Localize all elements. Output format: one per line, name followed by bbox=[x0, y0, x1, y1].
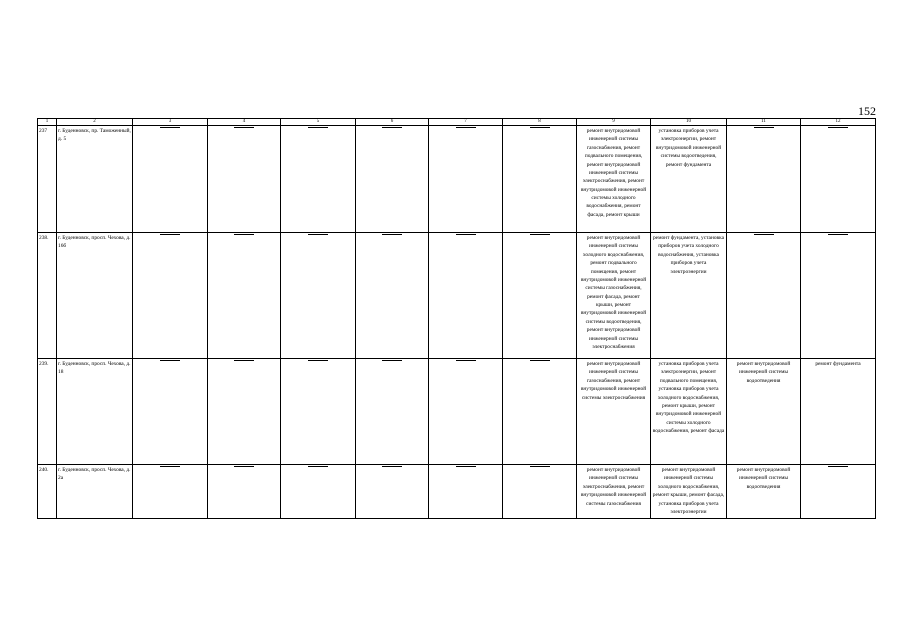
work-cell-col12: ремонт фундамента bbox=[801, 359, 876, 465]
empty-dash-cell bbox=[429, 233, 503, 359]
work-cell-col10: установка приборов учета электроэнергии, ремонт внутридомовой инженерной системы водоотведения, ремонт фундамента bbox=[651, 126, 727, 233]
work-cell-col11: ремонт внутридомовой инженерной системы водоотведения bbox=[727, 359, 801, 465]
address-cell: г. Буденновск, просп. Чехова, д. 16б bbox=[57, 233, 133, 359]
row-number: 239. bbox=[38, 359, 57, 465]
column-number: 3 bbox=[133, 119, 208, 126]
dash-mark bbox=[308, 466, 328, 467]
table-row bbox=[38, 465, 876, 519]
dash-mark bbox=[382, 466, 402, 467]
work-cell-col9: ремонт внутридомовой инженерной системы газоснабжения, ремонт подвального помещения, ремонт внутридомовой инженерной системы электроснабжения, ремонт внутридомовой инженерной системы холодного водоснабжения, ремонт фасада, ремонт крыши bbox=[577, 126, 651, 233]
empty-dash-cell bbox=[429, 126, 503, 233]
empty-dash-cell bbox=[801, 465, 876, 519]
empty-dash-cell bbox=[281, 126, 356, 233]
empty-dash-cell bbox=[356, 359, 429, 465]
empty-dash-cell bbox=[356, 233, 429, 359]
dash-mark bbox=[530, 127, 550, 128]
dash-mark bbox=[382, 360, 402, 361]
dash-mark bbox=[530, 234, 550, 235]
column-number: 9 bbox=[577, 119, 651, 126]
column-number: 8 bbox=[503, 119, 577, 126]
dash-mark bbox=[234, 234, 254, 235]
empty-dash-cell bbox=[503, 233, 577, 359]
empty-dash-cell bbox=[727, 126, 801, 233]
dash-mark bbox=[456, 234, 476, 235]
dash-mark bbox=[160, 466, 180, 467]
dash-mark bbox=[234, 360, 254, 361]
empty-dash-cell bbox=[356, 465, 429, 519]
address-cell: г. Буденновск, пр. Таможенный, д. 5 bbox=[57, 126, 133, 233]
table-row bbox=[38, 359, 876, 465]
row-number: 238. bbox=[38, 233, 57, 359]
column-number: 6 bbox=[356, 119, 429, 126]
dash-mark bbox=[234, 127, 254, 128]
dash-mark bbox=[308, 360, 328, 361]
empty-dash-cell bbox=[281, 359, 356, 465]
empty-dash-cell bbox=[133, 465, 208, 519]
work-cell-col10: ремонт фундамента, установка приборов учета холодного водоснабжения, установка приборов учета электроэнергии bbox=[651, 233, 727, 359]
work-cell-col9: ремонт внутридомовой инженерной системы холодного водоснабжения, ремонт подвального помещения, ремонт внутридомовой инженерной системы газоснабжения, ремонт фасада, ремонт крыши, ремонт внутридомовой инженерной системы водоотведения, ремонт внутридомовой инженерной системы электроснабжения bbox=[577, 233, 651, 359]
table-row bbox=[38, 126, 876, 233]
dash-mark bbox=[456, 127, 476, 128]
column-number: 12 bbox=[801, 119, 876, 126]
dash-mark bbox=[754, 127, 774, 128]
empty-dash-cell bbox=[503, 465, 577, 519]
dash-mark bbox=[308, 127, 328, 128]
address-cell: г. Буденновск, просп. Чехова, д. 18 bbox=[57, 359, 133, 465]
empty-dash-cell bbox=[208, 465, 281, 519]
empty-dash-cell bbox=[801, 233, 876, 359]
dash-mark bbox=[160, 234, 180, 235]
column-number-row bbox=[38, 119, 876, 126]
empty-dash-cell bbox=[133, 233, 208, 359]
dash-mark bbox=[382, 234, 402, 235]
empty-dash-cell bbox=[429, 359, 503, 465]
empty-dash-cell bbox=[356, 126, 429, 233]
dash-mark bbox=[160, 360, 180, 361]
dash-mark bbox=[382, 127, 402, 128]
dash-mark bbox=[160, 127, 180, 128]
dash-mark bbox=[456, 360, 476, 361]
column-number: 5 bbox=[281, 119, 356, 126]
dash-mark bbox=[828, 127, 848, 128]
column-number: 10 bbox=[651, 119, 727, 126]
work-cell-col9: ремонт внутридомовой инженерной системы газоснабжения, ремонт внутридомовой инженерной системы электроснабжения bbox=[577, 359, 651, 465]
work-cell-col9: ремонт внутридомовой инженерной системы электроснабжения, ремонт внутридомовой инженерной системы газоснабжения bbox=[577, 465, 651, 519]
column-number: 11 bbox=[727, 119, 801, 126]
empty-dash-cell bbox=[281, 465, 356, 519]
empty-dash-cell bbox=[429, 465, 503, 519]
empty-dash-cell bbox=[208, 359, 281, 465]
dash-mark bbox=[308, 234, 328, 235]
column-number: 2 bbox=[57, 119, 133, 126]
dash-mark bbox=[828, 466, 848, 467]
row-number: 240. bbox=[38, 465, 57, 519]
work-cell-col10: установка приборов учета электроэнергии, ремонт подвального помещения, установка приборов учета холодного водоснабжения, ремонт крыши, ремонт внутридомовой инженерной системы холодного водоснабжения, ремонт фасада bbox=[651, 359, 727, 465]
empty-dash-cell bbox=[801, 126, 876, 233]
row-number: 237 bbox=[38, 126, 57, 233]
work-cell-col10: ремонт внутридомовой инженерной системы холодного водоснабжения, ремонт крыши, ремонт фасада, установка приборов учета электроэнергии bbox=[651, 465, 727, 519]
empty-dash-cell bbox=[208, 126, 281, 233]
empty-dash-cell bbox=[133, 126, 208, 233]
empty-dash-cell bbox=[503, 126, 577, 233]
dash-mark bbox=[456, 466, 476, 467]
column-number: 7 bbox=[429, 119, 503, 126]
empty-dash-cell bbox=[503, 359, 577, 465]
column-number: 4 bbox=[208, 119, 281, 126]
dash-mark bbox=[530, 360, 550, 361]
empty-dash-cell bbox=[727, 233, 801, 359]
empty-dash-cell bbox=[208, 233, 281, 359]
empty-dash-cell bbox=[281, 233, 356, 359]
work-cell-col11: ремонт внутридомовой инженерной системы водоотведения bbox=[727, 465, 801, 519]
empty-dash-cell bbox=[133, 359, 208, 465]
page-number: 152 bbox=[858, 104, 876, 118]
dash-mark bbox=[828, 234, 848, 235]
repair-schedule-table bbox=[37, 118, 876, 519]
address-cell: г. Буденновск, просп. Чехова, д. 2а bbox=[57, 465, 133, 519]
column-number: 1 bbox=[38, 119, 57, 126]
dash-mark bbox=[530, 466, 550, 467]
dash-mark bbox=[754, 234, 774, 235]
dash-mark bbox=[234, 466, 254, 467]
table-row bbox=[38, 233, 876, 359]
